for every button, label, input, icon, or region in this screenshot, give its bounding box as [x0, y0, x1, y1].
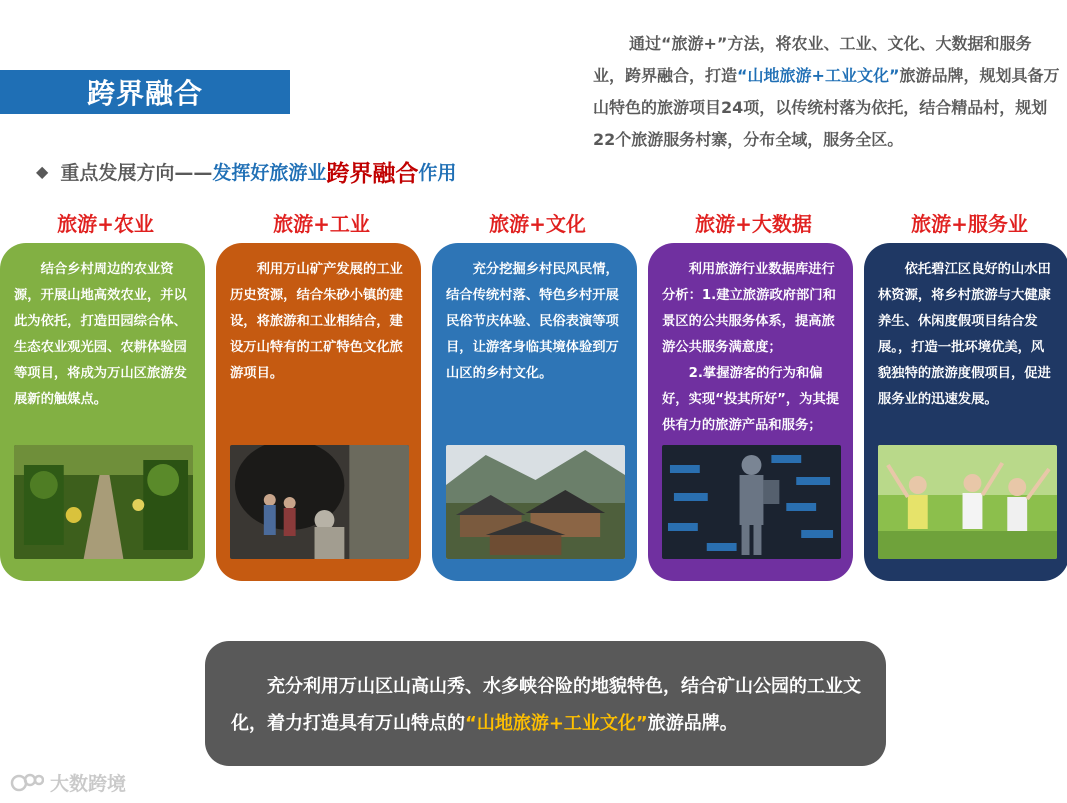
- focus-red-text: 跨界融合: [326, 160, 419, 187]
- elderly-exercise-photo: [878, 445, 1057, 559]
- card-bigdata: [648, 243, 853, 581]
- garden-path-photo: [14, 445, 193, 559]
- card-title-industry: 旅游+工业: [273, 212, 370, 236]
- intro-text-1: 通过“旅游+”方法，将农业、工业、文化、大数据和服务业，跨界融合，打造: [593, 34, 1032, 85]
- focus-blue-text: 发挥好旅游业: [212, 161, 327, 184]
- focus-tail: 作用: [418, 161, 457, 184]
- card-title-bigdata: 旅游+大数据: [695, 212, 812, 236]
- intro-text-2: 旅游品牌，规划具备万山特色的旅游项目24项，以传统村落为依托，结合精品村，规划22个旅游服务村寨，分布全域，服务全区。: [593, 66, 1060, 149]
- card-text: 结合乡村周边的农业资源，开展山地高效农业，并以此为依托，打造田园综合体、生态农业观光园、农耕体验园等项目，将成为万山区旅游发展新的触媒点。: [14, 262, 187, 407]
- summary-box: [205, 641, 886, 766]
- card-title-agriculture: 旅游+农业: [57, 212, 154, 236]
- watermark-logo-icon: [10, 771, 44, 793]
- summary-text-2: 旅游品牌。: [647, 713, 738, 734]
- mine-cave-photo: [230, 445, 409, 559]
- card-title-culture: 旅游+文化: [489, 212, 586, 236]
- card-text: 依托碧江区良好的山水田林资源，将乡村旅游与大健康养生、休闲度假项目结合发展。，打造一批环境优美，风貌独特的旅游度假项目，促进服务业的迅速发展。: [878, 262, 1051, 407]
- card-text: 利用旅游行业数据库进行分析：1.建立旅游政府部门和景区的公共服务体系，提高旅游公共服务满意度；: [662, 262, 836, 355]
- watermark: [10, 769, 126, 795]
- section-title: 跨界融合: [0, 70, 290, 114]
- card-text-2: 2.掌握游客的行为和偏好，实现“投其所好”，为其提供有力的旅游产品和服务；: [662, 366, 840, 433]
- village-photo: [446, 445, 625, 559]
- summary-highlight: “山地旅游+工业文化”: [465, 713, 648, 734]
- card-industry: [216, 243, 421, 581]
- focus-heading: [36, 155, 456, 187]
- intro-highlight: “山地旅游+工业文化”: [737, 66, 900, 85]
- focus-label: 重点发展方向——: [60, 161, 213, 184]
- watermark-text: 大数跨境: [50, 772, 127, 795]
- card-service: [864, 243, 1067, 581]
- summary-text: [231, 668, 862, 742]
- card-text: 充分挖掘乡村民风民情，结合传统村落、特色乡村开展民俗节庆体验、民俗表演等项目，让游客身临其境体验到万山区的乡村文化。: [446, 262, 619, 381]
- tourist-data-infographic: [662, 445, 841, 559]
- card-title-service: 旅游+服务业: [911, 212, 1028, 236]
- summary-text-1: 充分利用万山区山高山秀、水多峡谷险的地貌特色，结合矿山公园的工业文化，着力打造具有万山特点的: [231, 676, 861, 734]
- intro-paragraph: [593, 28, 1061, 156]
- card-culture: [432, 243, 637, 581]
- card-text: 利用万山矿产发展的工业历史资源，结合朱砂小镇的建设，将旅游和工业相结合，建设万山特有的工矿特色文化旅游项目。: [230, 262, 403, 381]
- diamond-bullet-icon: ◆: [36, 161, 49, 181]
- card-agriculture: [0, 243, 205, 581]
